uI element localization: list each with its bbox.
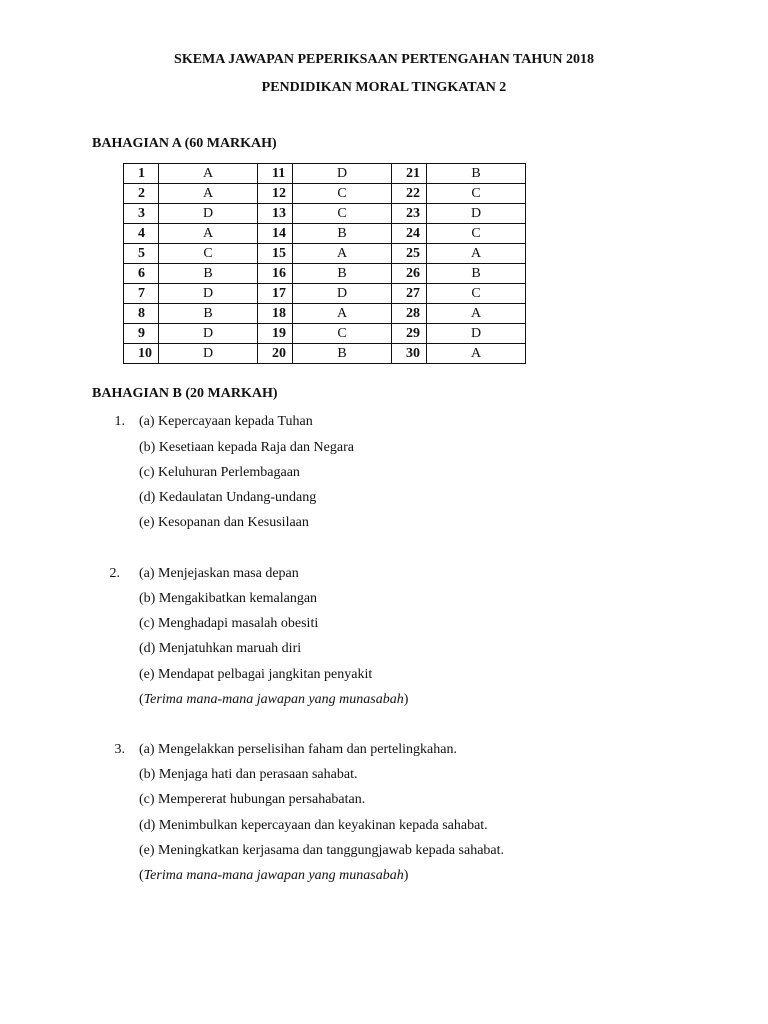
question-number-cell: 1 (124, 164, 159, 184)
answer-letter-cell: B (159, 304, 258, 324)
answer-letter-cell: B (159, 264, 258, 284)
question-number-cell: 13 (258, 204, 293, 224)
table-row (124, 184, 526, 204)
answer-letter-cell: D (293, 164, 392, 184)
answer-line: (e) Mendapat pelbagai jangkitan penyakit (139, 667, 373, 682)
answer-line: (a) Menjejaskan masa depan (139, 566, 299, 581)
question-number-cell: 22 (392, 184, 427, 204)
question-number-cell: 23 (392, 204, 427, 224)
answer-line: (c) Menghadapi masalah obesiti (139, 616, 319, 631)
question-number: 1. (114, 414, 125, 429)
answer-letter-cell: D (159, 344, 258, 364)
answer-line: (c) Keluhuran Perlembagaan (139, 465, 300, 480)
question-number-cell: 3 (124, 204, 159, 224)
question-number-cell: 21 (392, 164, 427, 184)
answer-table (123, 163, 526, 364)
answer-letter-cell: A (159, 224, 258, 244)
acceptance-note: (Terima mana-mana jawapan yang munasabah) (139, 692, 409, 707)
question-number-cell: 7 (124, 284, 159, 304)
question-number-cell: 27 (392, 284, 427, 304)
question-number-cell: 29 (392, 324, 427, 344)
answer-letter-cell: D (159, 324, 258, 344)
question-number-cell: 30 (392, 344, 427, 364)
answer-letter-cell: D (427, 204, 526, 224)
question-number-cell: 24 (392, 224, 427, 244)
question-number-cell: 12 (258, 184, 293, 204)
question-number-cell: 9 (124, 324, 159, 344)
section-b-heading: BAHAGIAN B (20 MARKAH) (92, 386, 278, 401)
answer-letter-cell: D (427, 324, 526, 344)
question-number-cell: 2 (124, 184, 159, 204)
question-number-cell: 18 (258, 304, 293, 324)
table-row (124, 344, 526, 364)
answer-letter-cell: C (293, 204, 392, 224)
answer-letter-cell: C (293, 184, 392, 204)
answer-letter-cell: A (159, 164, 258, 184)
table-row (124, 284, 526, 304)
answer-letter-cell: C (293, 324, 392, 344)
question-number-cell: 16 (258, 264, 293, 284)
table-row (124, 264, 526, 284)
answer-line: (d) Menjatuhkan maruah diri (139, 641, 302, 656)
question-number-cell: 25 (392, 244, 427, 264)
answer-line: (d) Menimbulkan kepercayaan dan keyakinan kepada sahabat. (139, 818, 488, 833)
answer-letter-cell: C (159, 244, 258, 264)
question-number-cell: 14 (258, 224, 293, 244)
answer-line: (b) Mengakibatkan kemalangan (139, 591, 318, 606)
answer-line: (c) Mempererat hubungan persahabatan. (139, 792, 366, 807)
document-title: SKEMA JAWAPAN PEPERIKSAAN PERTENGAHAN TAHUN 2018 (174, 52, 594, 67)
question-number-cell: 11 (258, 164, 293, 184)
answer-letter-cell: B (293, 224, 392, 244)
answer-letter-cell: A (159, 184, 258, 204)
question-number-cell: 4 (124, 224, 159, 244)
answer-letter-cell: D (159, 204, 258, 224)
answer-letter-cell: C (427, 224, 526, 244)
question-number-cell: 10 (124, 344, 159, 364)
answer-letter-cell: A (293, 244, 392, 264)
question-number: 3. (114, 742, 125, 757)
question-number-cell: 15 (258, 244, 293, 264)
answer-line: (a) Kepercayaan kepada Tuhan (139, 414, 313, 429)
acceptance-note: (Terima mana-mana jawapan yang munasabah) (139, 868, 409, 883)
question-number: 2. (109, 566, 120, 581)
answer-line: (b) Kesetiaan kepada Raja dan Negara (139, 440, 354, 455)
answer-letter-cell: B (293, 264, 392, 284)
answer-letter-cell: A (427, 304, 526, 324)
table-row (124, 244, 526, 264)
answer-line: (e) Kesopanan dan Kesusilaan (139, 515, 309, 530)
section-a-heading: BAHAGIAN A (60 MARKAH) (92, 136, 277, 151)
question-number-cell: 26 (392, 264, 427, 284)
answer-letter-cell: D (293, 284, 392, 304)
question-number-cell: 19 (258, 324, 293, 344)
answer-line: (e) Meningkatkan kerjasama dan tanggungjawab kepada sahabat. (139, 843, 505, 858)
question-number-cell: 28 (392, 304, 427, 324)
answer-letter-cell: B (427, 264, 526, 284)
table-row (124, 164, 526, 184)
answer-letter-cell: B (293, 344, 392, 364)
question-number-cell: 8 (124, 304, 159, 324)
answer-line: (b) Menjaga hati dan perasaan sahabat. (139, 767, 358, 782)
answer-letter-cell: C (427, 284, 526, 304)
question-number-cell: 5 (124, 244, 159, 264)
answer-letter-cell: A (293, 304, 392, 324)
question-number-cell: 20 (258, 344, 293, 364)
answer-line: (a) Mengelakkan perselisihan faham dan pertelingkahan. (139, 742, 457, 757)
question-number-cell: 17 (258, 284, 293, 304)
document-subtitle: PENDIDIKAN MORAL TINGKATAN 2 (261, 80, 507, 95)
table-row (124, 204, 526, 224)
table-row (124, 324, 526, 344)
answer-letter-cell: C (427, 184, 526, 204)
answer-letter-cell: A (427, 244, 526, 264)
answer-letter-cell: A (427, 344, 526, 364)
table-row (124, 224, 526, 244)
question-number-cell: 6 (124, 264, 159, 284)
table-row (124, 304, 526, 324)
answer-line: (d) Kedaulatan Undang-undang (139, 490, 317, 505)
answer-letter-cell: B (427, 164, 526, 184)
answer-letter-cell: D (159, 284, 258, 304)
